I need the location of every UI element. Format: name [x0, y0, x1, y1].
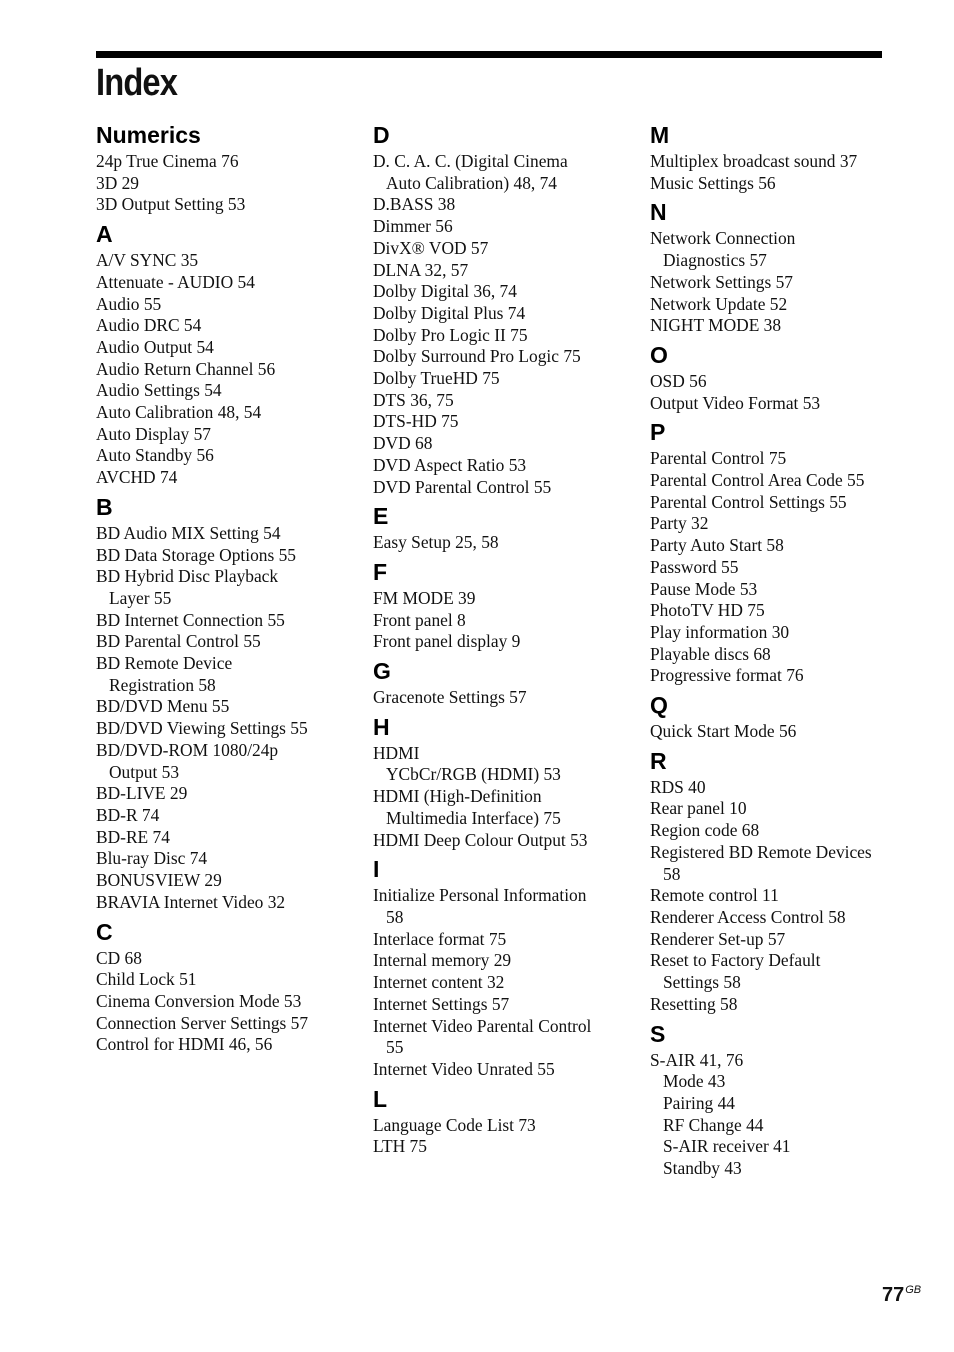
section-heading: B	[96, 493, 113, 520]
entry-continuation: Pairing 44	[663, 1092, 735, 1113]
entry-text: Auto Display 57	[96, 423, 211, 444]
section-heading: Q	[650, 692, 668, 719]
entry-text: DTS-HD 75	[373, 411, 459, 432]
index-section	[373, 1084, 633, 1158]
section-heading: A	[96, 221, 113, 248]
entry-list	[373, 532, 633, 554]
section-heading: G	[373, 658, 391, 685]
entry-text: OSD 56	[650, 370, 707, 391]
index-section	[650, 197, 910, 337]
entry-list	[650, 371, 910, 414]
index-entry	[96, 294, 356, 316]
entry-text: A/V SYNC 35	[96, 250, 199, 271]
entry-text: Parental Control 75	[650, 448, 787, 469]
entry-text: Initialize Personal Information	[373, 885, 587, 906]
index-entry	[96, 827, 356, 849]
entry-text: 24p True Cinema 76	[96, 151, 239, 171]
entry-continuation: Settings 58	[663, 972, 741, 993]
index-section	[373, 557, 633, 653]
index-entry	[373, 303, 633, 325]
entry-list	[96, 250, 356, 489]
index-entry	[650, 644, 910, 666]
entry-text: Parental Control Settings 55	[650, 491, 847, 512]
entry-text: Dolby Digital 36, 74	[373, 281, 517, 302]
index-entry	[373, 885, 633, 928]
index-entry	[96, 610, 356, 632]
entry-text: HDMI	[373, 742, 420, 763]
entry-continuation: Multimedia Interface) 75	[386, 807, 561, 828]
entry-list	[373, 743, 633, 852]
entry-text: Front panel 8	[373, 609, 466, 630]
index-entry	[96, 892, 356, 914]
entry-text: Password 55	[650, 556, 739, 577]
index-entry	[650, 950, 910, 993]
entry-text: Language Code List 73	[373, 1114, 536, 1135]
index-section	[96, 120, 356, 216]
entry-text: Dolby Surround Pro Logic 75	[373, 346, 581, 367]
section-heading: Numerics	[96, 122, 201, 148]
index-entry	[650, 557, 910, 579]
entry-text: Cinema Conversion Mode 53	[96, 990, 302, 1011]
index-entry	[96, 566, 356, 609]
index-entry	[96, 1034, 356, 1056]
index-entry	[373, 455, 633, 477]
entry-text: Audio DRC 54	[96, 315, 202, 336]
index-entry	[96, 848, 356, 870]
entry-list	[650, 448, 910, 687]
section-heading: S	[650, 1020, 666, 1047]
entry-text: Dolby Digital Plus 74	[373, 302, 526, 323]
entry-text: Renderer Set-up 57	[650, 928, 786, 949]
index-entry	[373, 260, 633, 282]
header-rule	[96, 51, 882, 58]
entry-text: Play information 30	[650, 621, 790, 642]
section-heading: F	[373, 558, 388, 585]
entry-text: BD Audio MIX Setting 54	[96, 522, 281, 543]
entry-continuation: Registration 58	[109, 674, 216, 695]
entry-list	[96, 523, 356, 914]
section-heading: I	[373, 856, 380, 883]
index-entry	[650, 294, 910, 316]
index-entry	[650, 600, 910, 622]
index-entry	[96, 337, 356, 359]
entry-text: 3D 29	[96, 172, 139, 193]
index-entry	[96, 445, 356, 467]
index-entry	[650, 579, 910, 601]
entry-text: Control for HDMI 46, 56	[96, 1034, 273, 1055]
entry-text: BD Internet Connection 55	[96, 609, 285, 630]
section-heading: D	[373, 122, 390, 148]
index-section	[96, 492, 356, 914]
section-heading: O	[650, 341, 668, 368]
index-entry	[96, 194, 356, 216]
entry-text: DVD 68	[373, 433, 433, 454]
entry-text: Audio Output 54	[96, 336, 214, 357]
index-entry	[96, 380, 356, 402]
entry-text: Party 32	[650, 513, 709, 534]
index-entry	[373, 1016, 633, 1059]
entry-text: DLNA 32, 57	[373, 259, 469, 280]
index-entry	[96, 545, 356, 567]
entry-text: Connection Server Settings 57	[96, 1012, 309, 1033]
index-entry	[373, 588, 633, 610]
entry-continuation: Auto Calibration) 48, 74	[386, 172, 557, 193]
index-section	[373, 120, 633, 498]
index-entry	[650, 842, 910, 885]
entry-text: DTS 36, 75	[373, 389, 454, 410]
index-entry	[373, 477, 633, 499]
entry-text: 3D Output Setting 53	[96, 194, 246, 215]
section-heading: N	[650, 199, 667, 226]
index-entry	[96, 718, 356, 740]
entry-text: D. C. A. C. (Digital Cinema	[373, 151, 568, 171]
entry-list	[373, 151, 633, 498]
page-number-value: 77	[882, 1284, 905, 1306]
index-entry	[650, 315, 910, 337]
index-entry	[373, 1115, 633, 1137]
entry-continuation: YCbCr/RGB (HDMI) 53	[386, 764, 561, 785]
entry-list	[96, 151, 356, 216]
index-section	[96, 917, 356, 1057]
index-section	[650, 1019, 910, 1180]
entry-text: Audio Return Channel 56	[96, 358, 276, 379]
entry-text: Registered BD Remote Devices	[650, 841, 872, 862]
index-entry	[650, 228, 910, 271]
entry-text: BD/DVD-ROM 1080/24p	[96, 739, 279, 760]
entry-text: BD-LIVE 29	[96, 783, 188, 804]
index-entry	[96, 359, 356, 381]
index-entry	[373, 238, 633, 260]
index-entry	[96, 696, 356, 718]
entry-list	[650, 151, 910, 194]
entry-continuation: RF Change 44	[663, 1114, 764, 1135]
index-entry	[650, 173, 910, 195]
entry-text: Dimmer 56	[373, 216, 453, 237]
entry-list	[373, 588, 633, 653]
entry-text: Gracenote Settings 57	[373, 687, 527, 708]
entry-continuation: Mode 43	[663, 1071, 726, 1092]
entry-list	[650, 228, 910, 337]
index-section	[650, 690, 910, 743]
entry-text: Multiplex broadcast sound 37	[650, 151, 858, 171]
entry-continuation: Standby 43	[663, 1158, 742, 1179]
entry-text: Network Connection	[650, 228, 796, 249]
entry-list	[373, 687, 633, 709]
index-entry	[373, 610, 633, 632]
index-entry	[96, 173, 356, 195]
entry-text: Child Lock 51	[96, 969, 197, 990]
index-entry	[650, 994, 910, 1016]
entry-text: FM MODE 39	[373, 587, 476, 608]
index-entry	[373, 281, 633, 303]
entry-text: Pause Mode 53	[650, 578, 758, 599]
section-heading: C	[96, 918, 113, 945]
entry-text: Network Update 52	[650, 293, 788, 314]
index-entry	[650, 665, 910, 687]
section-heading: M	[650, 122, 670, 148]
entry-continuation: Layer 55	[109, 587, 172, 608]
entry-text: BD Data Storage Options 55	[96, 544, 296, 565]
index-entry	[650, 1050, 910, 1180]
entry-text: BONUSVIEW 29	[96, 870, 222, 891]
index-entry	[96, 250, 356, 272]
index-entry	[373, 743, 633, 786]
index-entry	[373, 346, 633, 368]
entry-text: Internet Settings 57	[373, 993, 510, 1014]
index-entry	[96, 467, 356, 489]
index-entry	[373, 390, 633, 412]
entry-continuation: Diagnostics 57	[663, 250, 767, 271]
entry-text: DivX® VOD 57	[373, 237, 489, 258]
index-section	[373, 854, 633, 1080]
entry-text: Resetting 58	[650, 993, 738, 1014]
index-column-2	[373, 120, 633, 1161]
index-section	[373, 656, 633, 709]
index-entry	[650, 721, 910, 743]
entry-text: DVD Parental Control 55	[373, 476, 552, 497]
entry-text: D.BASS 38	[373, 194, 456, 215]
index-entry	[96, 523, 356, 545]
entry-text: Internet Video Unrated 55	[373, 1058, 555, 1079]
index-entry	[650, 272, 910, 294]
entry-list	[650, 721, 910, 743]
index-entry	[96, 991, 356, 1013]
page-number	[882, 1284, 921, 1307]
index-column-1	[96, 120, 356, 1059]
index-entry	[373, 687, 633, 709]
entry-text: Internet Video Parental Control	[373, 1015, 592, 1036]
entry-list	[373, 885, 633, 1080]
index-entry	[373, 433, 633, 455]
index-column-3	[650, 120, 910, 1183]
entry-continuation: S-AIR receiver 41	[663, 1136, 791, 1157]
index-entry	[650, 470, 910, 492]
index-entry	[373, 151, 633, 194]
index-entry	[650, 798, 910, 820]
index-entry	[96, 969, 356, 991]
index-entry	[650, 371, 910, 393]
entry-continuation: 58	[386, 906, 404, 927]
index-entry	[373, 929, 633, 951]
index-section	[96, 219, 356, 489]
entry-text: Quick Start Mode 56	[650, 721, 797, 742]
index-entry	[650, 885, 910, 907]
index-entry	[96, 424, 356, 446]
index-entry	[373, 631, 633, 653]
entry-text: Region code 68	[650, 820, 760, 841]
entry-text: Progressive format 76	[650, 665, 804, 686]
index-entry	[96, 1013, 356, 1035]
index-entry	[96, 151, 356, 173]
entry-continuation: 58	[663, 863, 681, 884]
entry-text: Playable discs 68	[650, 643, 771, 664]
entry-text: BD/DVD Viewing Settings 55	[96, 718, 308, 739]
entry-text: Easy Setup 25, 58	[373, 532, 499, 553]
index-entry	[373, 950, 633, 972]
page-number-suffix: GB	[905, 1284, 922, 1296]
section-heading: H	[373, 713, 390, 740]
page-title: Index	[96, 62, 178, 104]
entry-text: Network Settings 57	[650, 271, 793, 292]
entry-text: BD Parental Control 55	[96, 631, 261, 652]
index-entry	[650, 151, 910, 173]
index-entry	[96, 653, 356, 696]
index-entry	[373, 216, 633, 238]
index-entry	[373, 830, 633, 852]
section-heading: P	[650, 419, 666, 446]
entry-text: Dolby TrueHD 75	[373, 368, 500, 389]
index-entry	[96, 783, 356, 805]
index-entry	[96, 272, 356, 294]
index-entry	[373, 786, 633, 829]
entry-text: BRAVIA Internet Video 32	[96, 891, 286, 912]
index-entry	[373, 194, 633, 216]
index-entry	[650, 448, 910, 470]
index-entry	[373, 1059, 633, 1081]
entry-list	[650, 777, 910, 1016]
index-entry	[650, 929, 910, 951]
entry-text: Party Auto Start 58	[650, 535, 784, 556]
index-entry	[650, 492, 910, 514]
entry-text: HDMI (High-Definition	[373, 786, 542, 807]
entry-text: LTH 75	[373, 1136, 427, 1157]
entry-text: Auto Calibration 48, 54	[96, 402, 262, 423]
index-entry	[96, 805, 356, 827]
entry-text: Reset to Factory Default	[650, 950, 821, 971]
entry-text: NIGHT MODE 38	[650, 315, 782, 336]
entry-text: Output Video Format 53	[650, 392, 821, 413]
index-entry	[96, 740, 356, 783]
entry-text: HDMI Deep Colour Output 53	[373, 829, 588, 850]
index-section	[373, 501, 633, 554]
index-entry	[373, 1136, 633, 1158]
entry-text: BD-R 74	[96, 804, 160, 825]
entry-text: Blu-ray Disc 74	[96, 848, 208, 869]
entry-list	[96, 948, 356, 1057]
entry-text: RDS 40	[650, 776, 706, 797]
entry-text: Music Settings 56	[650, 172, 776, 193]
index-section	[650, 417, 910, 687]
index-entry	[96, 948, 356, 970]
section-heading: R	[650, 747, 667, 774]
entry-text: Attenuate - AUDIO 54	[96, 271, 255, 292]
entry-text: Dolby Pro Logic II 75	[373, 324, 528, 345]
entry-text: CD 68	[96, 947, 142, 968]
entry-text: BD-RE 74	[96, 826, 170, 847]
entry-text: Auto Standby 56	[96, 445, 214, 466]
section-heading: E	[373, 503, 389, 530]
entry-continuation: Output 53	[109, 761, 180, 782]
section-heading: L	[373, 1085, 388, 1112]
entry-text: AVCHD 74	[96, 467, 178, 488]
index-entry	[96, 870, 356, 892]
entry-text: Audio Settings 54	[96, 380, 222, 401]
entry-text: BD Remote Device	[96, 653, 233, 674]
index-section	[650, 120, 910, 194]
entry-text: PhotoTV HD 75	[650, 600, 765, 621]
index-section	[650, 746, 910, 1016]
entry-list	[650, 1050, 910, 1180]
entry-continuation: 55	[386, 1037, 404, 1058]
entry-text: Internal memory 29	[373, 950, 512, 971]
index-entry	[96, 631, 356, 653]
index-entry	[650, 777, 910, 799]
index-entry	[96, 402, 356, 424]
entry-text: DVD Aspect Ratio 53	[373, 454, 527, 475]
entry-text: Internet content 32	[373, 972, 505, 993]
index-entry	[650, 535, 910, 557]
entry-text: Parental Control Area Code 55	[650, 470, 865, 491]
entry-text: S-AIR 41, 76	[650, 1049, 744, 1070]
entry-list	[373, 1115, 633, 1158]
entry-text: Rear panel 10	[650, 798, 747, 819]
entry-text: Audio 55	[96, 293, 162, 314]
entry-text: Renderer Access Control 58	[650, 906, 846, 927]
entry-text: BD Hybrid Disc Playback	[96, 566, 279, 587]
index-entry	[373, 972, 633, 994]
index-entry	[373, 411, 633, 433]
index-entry	[373, 368, 633, 390]
index-entry	[650, 393, 910, 415]
index-entry	[373, 532, 633, 554]
index-entry	[373, 325, 633, 347]
entry-text: Interlace format 75	[373, 928, 507, 949]
index-entry	[650, 513, 910, 535]
index-entry	[650, 622, 910, 644]
entry-text: Front panel display 9	[373, 631, 521, 652]
index-entry	[650, 820, 910, 842]
index-section	[650, 340, 910, 414]
entry-text: Remote control 11	[650, 885, 779, 906]
entry-text: BD/DVD Menu 55	[96, 696, 230, 717]
index-entry	[650, 907, 910, 929]
index-entry	[373, 994, 633, 1016]
index-section	[373, 712, 633, 852]
index-entry	[96, 315, 356, 337]
